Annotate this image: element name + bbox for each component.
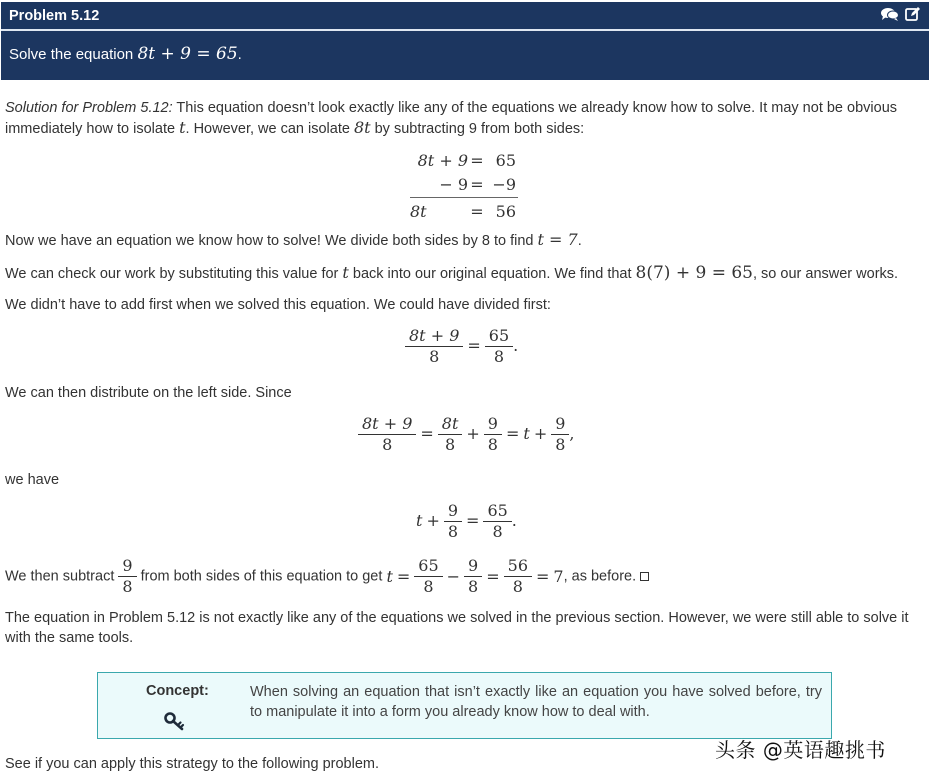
math-var: t <box>416 511 423 530</box>
row3-left: 8t <box>410 201 427 221</box>
fraction <box>416 556 440 597</box>
denominator: 8 <box>551 434 569 455</box>
denominator: 8 <box>438 434 463 455</box>
problem-statement <box>1 31 929 77</box>
fraction <box>446 501 460 542</box>
solution-p6: we have <box>5 472 60 488</box>
numerator: 8t <box>441 414 459 433</box>
numerator: 65 <box>487 501 508 520</box>
footer-text: See if you can apply this strategy to the following problem. <box>5 756 379 772</box>
numerator: 9 <box>555 414 566 433</box>
watermark: 头条 @英语趣挑书 <box>715 738 886 762</box>
row2-eq: = <box>470 174 484 194</box>
solution-p8: The equation in Problem 5.12 is not exactly like any of the equations we solved in the previous section. However, we were still able to solve it with the same tools. <box>5 610 909 646</box>
concept-text: When solving an equation that isn’t exactly like an equation you have solved before, try to manipulate it into a form you already know how to deal with. <box>250 684 822 720</box>
numerator: 8t + 9 <box>362 414 413 433</box>
math-var: t <box>342 263 349 282</box>
solution-text: by subtracting 9 from both sides: <box>370 121 585 137</box>
fraction <box>506 556 530 597</box>
row3-right: 56 <box>495 201 516 221</box>
row2-left: − 9 <box>439 174 468 194</box>
problem-box <box>1 2 929 80</box>
numerator: 9 <box>487 414 498 433</box>
fraction <box>553 414 567 455</box>
solution-p2 <box>5 230 927 251</box>
solution-text: , so our answer works. <box>753 266 899 282</box>
denominator: 8 <box>483 521 511 542</box>
row3-eq: = <box>470 201 484 221</box>
numerator: 9 <box>468 556 479 575</box>
solution-p4: We didn’t have to add first when we solved this equation. We could have divided first: <box>5 297 551 313</box>
edit-icon[interactable] <box>905 6 921 25</box>
math-expr: 8t <box>353 118 371 137</box>
fraction <box>120 556 134 597</box>
problem-title: Problem 5.12 <box>9 7 100 24</box>
math-var: t <box>523 424 530 443</box>
concept-box <box>97 672 832 739</box>
numerator: 65 <box>418 556 439 575</box>
math-expr: 8(7) + 9 = 65 <box>635 263 753 283</box>
numerator: 65 <box>488 326 510 345</box>
numerator: 9 <box>122 556 133 575</box>
denominator: 8 <box>444 521 462 542</box>
denominator: 8 <box>358 434 416 455</box>
fraction <box>485 501 509 542</box>
math-result: 7 <box>553 567 564 586</box>
solution-p7: We then subtract $\frac{9}{8}$ from both sides of this equation to get t = $\frac{65}{8}$ − $\frac{9}{8}$ = $\frac{56}{8}$ = 7, as before. <box>5 556 649 597</box>
aligned-subtraction <box>410 148 520 224</box>
solution-text: , as before. <box>563 568 637 585</box>
denominator: 8 <box>405 346 463 367</box>
problem-actions <box>881 6 921 25</box>
solution-intro <box>5 98 927 139</box>
math-var: t <box>179 118 186 137</box>
solution-text: Now we have an equation we know how to solve! We divide both sides by 8 to find <box>5 233 538 249</box>
concept-label: Concept: <box>146 683 209 699</box>
statement-period: . <box>237 46 242 63</box>
solution-text: We then subtract <box>5 568 119 585</box>
fraction <box>440 414 461 455</box>
solution-p3 <box>5 263 927 284</box>
denominator: 8 <box>414 576 442 597</box>
fraction <box>466 556 480 597</box>
solution-text: . However, we can isolate <box>185 121 354 137</box>
equation-divide-first: $\frac{8t + 9}{8}$ = $\frac{65}{8}$ . <box>405 326 518 367</box>
math-var: t <box>386 567 393 586</box>
equation-distribute: $\frac{8t + 9}{8}$ = $\frac{8t}{8}$ + $\frac{9}{8}$ = t + $\frac{9}{8}$ , <box>358 414 575 455</box>
equation-we-have: t + $\frac{9}{8}$ = $\frac{65}{8}$ . <box>416 501 517 541</box>
fraction <box>486 414 500 455</box>
row1-left: 8t + 9 <box>417 150 468 170</box>
fraction <box>360 414 414 455</box>
row1-eq: = <box>470 150 484 170</box>
comments-icon[interactable] <box>881 7 899 25</box>
denominator: 8 <box>504 576 532 597</box>
qed-square-icon <box>640 572 649 581</box>
problem-header-bar <box>1 2 929 31</box>
numerator: 56 <box>507 556 528 575</box>
fraction <box>407 326 461 367</box>
solution-text: We can check our work by substituting this value for <box>5 266 343 282</box>
fraction <box>487 326 511 367</box>
denominator: 8 <box>485 346 513 367</box>
denominator: 8 <box>118 576 136 597</box>
statement-text: Solve the equation <box>9 46 138 63</box>
denominator: 8 <box>464 576 482 597</box>
solution-text: This equation doesn’t look exactly like any of the equations we already know how to solve. It may not be obvious immediately how to isolate <box>5 100 898 137</box>
numerator: 9 <box>447 501 459 520</box>
statement-math: 8t + 9 = 65 <box>137 44 238 64</box>
math-expr: t = 7 <box>537 230 578 249</box>
key-icon <box>164 711 186 735</box>
numerator: 8t + 9 <box>409 326 460 345</box>
solution-text: . <box>577 233 582 249</box>
solution-p5: We can then distribute on the left side. Since <box>5 385 292 401</box>
solution-text: from both sides of this equation to get <box>136 568 387 585</box>
row2-right: −9 <box>492 174 516 194</box>
solution-text: back into our original equation. We find that <box>348 266 636 282</box>
denominator: 8 <box>484 434 502 455</box>
solution-label: Solution for Problem 5.12: <box>5 100 173 116</box>
row1-right: 65 <box>495 150 516 170</box>
